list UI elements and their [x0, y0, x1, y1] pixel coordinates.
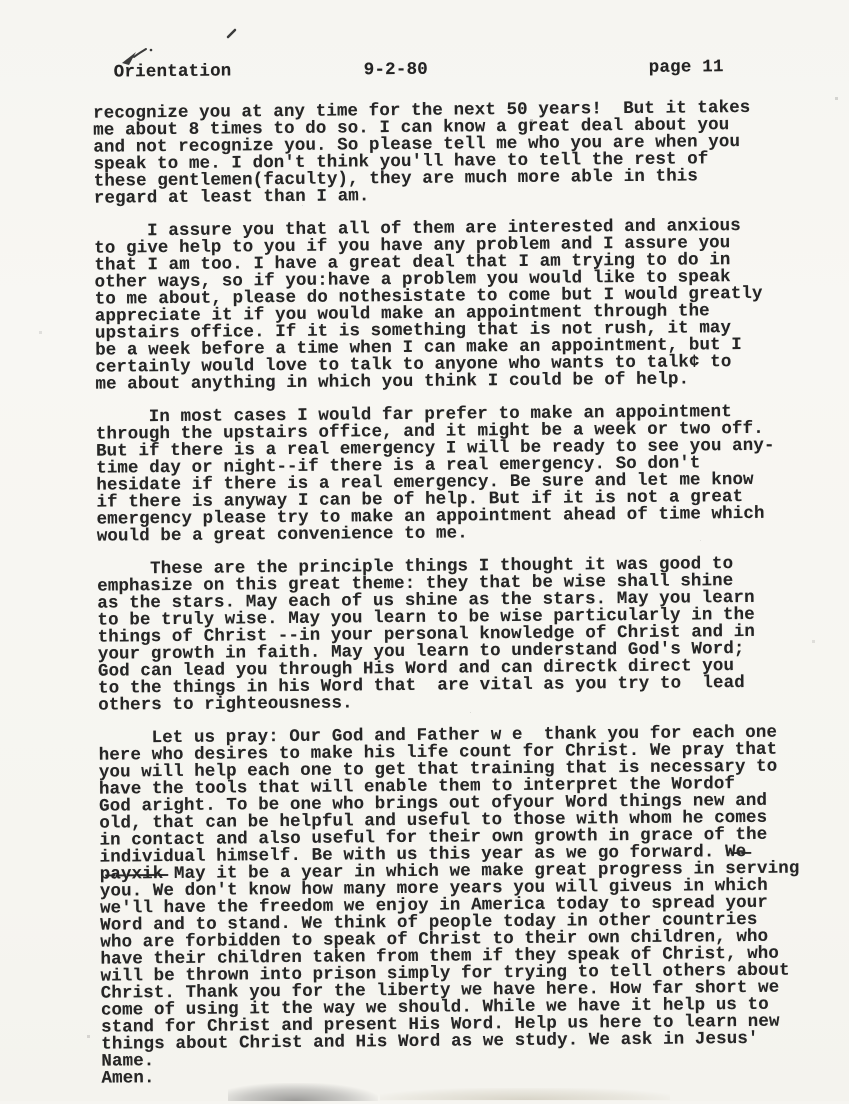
scan-faint-smear [380, 1088, 670, 1100]
scan-shadow-smudge [228, 1083, 378, 1101]
document-body [93, 99, 818, 1103]
paragraph: Let us pray: Our God and Father w e thank you for each one here who desires to make his life count for Christ. We pray that you will help each one to get that training that is necessary to have the tools that will enable them to interpret the Wordof God aright. To be one who brings out ofyour Word things new and old, that can be helpful and useful to those with whom he comes in contact and also useful for their own growth in grace of the individual himself. Be with us this year as we go forward. W̶e̶ p̶a̶y̶x̶i̶k̶ May it be a year in which we make great progress in serving you. We don't know how many more years you will giveus in which we'll have the freedom we enjoy in America today to spread your Word and to stand. We think of people today in other countries who are forbidden to speak of Christ to their own children, who have their children taken from them if they speak of Christ, who will be thrown into prison simply for trying to tell others about Christ. Thank you for the liberty we have here. How far short we come of using it the way we should. While we have it help us to stand for Christ and present His Word. Help us here to learn new things about Christ and His Word as we study. We ask in Jesus' Name. Amen. [98, 722, 800, 1089]
paragraph: In most cases I would far prefer to make an appointment through the upstairs office, and it might be a week or two off. But if there is a real emergency I will be ready to see you any- time day or night--if there is a real emergency. So don't hesidate if there is a real emergency. Be sure and let me know if there is anyway I can be of help. But if it is not a great emergency please try to make an appointment ahead of time which would be a great convenience to me. [95, 402, 775, 547]
paragraph: recognize you at any time for the next 50 years! But it takes me about 8 times to do so. I can know a great deal about you and not recognize you. So please tell me who you are when you speak to me. I don't think you'll have to tell the rest of these gentlemen(faculty), they are much more able in this regard at least than I am. [93, 97, 751, 209]
document-date: 9-2-80 [363, 59, 429, 81]
document-title: Orientation [113, 61, 232, 83]
paragraph: These are the principle things I thought it was good to emphasize on this great theme: they that be wise shall shine as the stars. May each of us shine as the stars. May you learn to be truly wise. May you learn to be wise particularly in the things of Christ --in your personal knowledge of Christ and in your growth in faith. May you learn to understand God's Word; God can lead you through His Word and can directk direct you to the things in his Word that are vital as you try to lead others to righteousness. [96, 554, 756, 716]
page-number: page 11 [648, 57, 724, 78]
page-header [0, 56, 845, 85]
scan-noise-speckles [0, 0, 1, 1]
paragraph: I assure you that all of them are interested and anxious to give help to you if you have any problem and I assure you that I am too. I have a great deal that I am trying to do in other ways, so if you:have a problem you would like to speak to me about, please do nothesistate to come but I would greatly appreciate it if you would make an appointment through the upstairs office. If it is something that is not rush, it may be a week before a time when I can make an appointment, but I certainly would love to talk to anyone who wants to talk¢ to me about anything in which you think I could be of help. [94, 216, 763, 395]
